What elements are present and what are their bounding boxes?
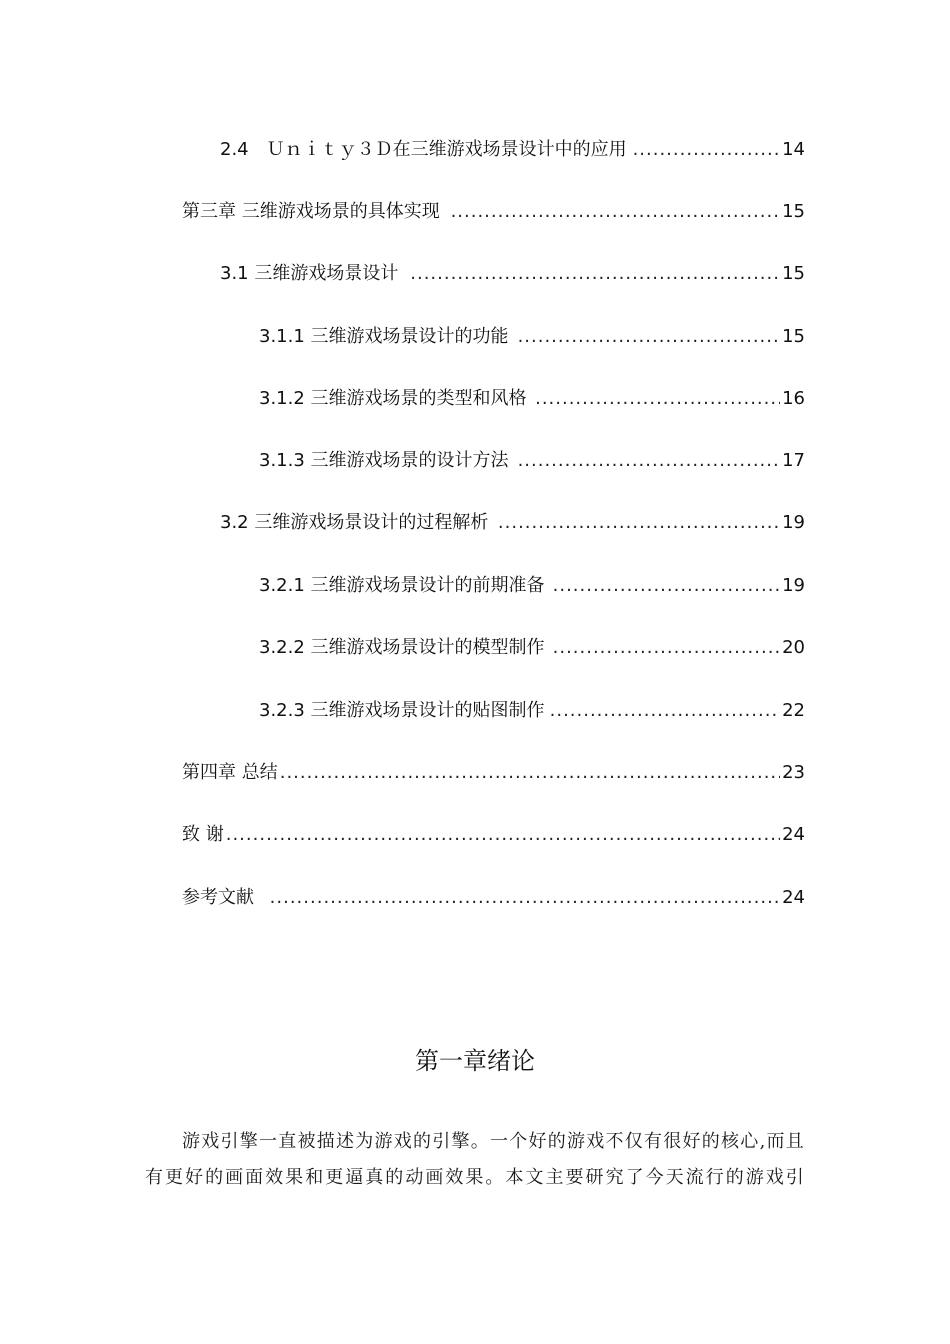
toc-page-number: 19 — [782, 575, 805, 596]
toc-entry-title: 参考文献 — [182, 887, 254, 908]
toc-entry-3-1-3[interactable] — [259, 448, 805, 474]
toc-entry-title: 3.1.3 三维游戏场景的设计方法 — [259, 450, 509, 471]
toc-leader-dots — [553, 573, 780, 599]
toc-entry-title: 3.1 三维游戏场景设计 — [220, 263, 399, 284]
toc-page-number: 24 — [782, 887, 805, 908]
toc-page-number: 24 — [782, 824, 805, 845]
body-paragraph — [145, 1124, 805, 1196]
toc-leader-dots — [451, 199, 781, 225]
toc-entry-title: 3.2.3 三维游戏场景设计的贴图制作 — [259, 700, 545, 721]
toc-page-number: 16 — [782, 388, 805, 409]
toc-leader-dots — [226, 822, 780, 848]
toc-entry-title: 3.2.2 三维游戏场景设计的模型制作 — [259, 637, 545, 658]
toc-page-number: 14 — [782, 139, 805, 160]
toc-leader-dots — [553, 635, 780, 661]
toc-entry-title: 第三章 三维游戏场景的具体实现 — [182, 201, 440, 222]
toc-entry-title: 3.1.1 三维游戏场景设计的功能 — [259, 326, 509, 347]
toc-leader-dots — [498, 510, 780, 536]
paragraph-line: 有更好的画面效果和更逼真的动画效果。本文主要研究了今天流行的游戏引 — [145, 1167, 805, 1188]
toc-entry-title: 3.1.2 三维游戏场景的类型和风格 — [259, 388, 527, 409]
toc-page-number: 23 — [782, 762, 805, 783]
toc-entry-2-4[interactable] — [220, 137, 805, 163]
toc-entry-3-2-1[interactable] — [259, 573, 805, 599]
toc-entry-chapter-4[interactable] — [182, 760, 805, 786]
toc-entry-3-2-3[interactable] — [259, 698, 805, 724]
toc-entry-title: 致 谢 — [182, 824, 224, 845]
toc-page-number: 20 — [782, 637, 805, 658]
toc-leader-dots — [518, 324, 781, 350]
toc-entry-acknowledgements[interactable] — [182, 822, 805, 848]
toc-leader-dots — [518, 448, 781, 474]
toc-leader-dots — [550, 698, 780, 724]
toc-entry-references[interactable] — [182, 885, 805, 911]
toc-entry-title: 3.2 三维游戏场景设计的过程解析 — [220, 512, 489, 533]
toc-leader-dots — [535, 386, 780, 412]
toc-page-number: 15 — [782, 263, 805, 284]
toc-page-number: 19 — [782, 512, 805, 533]
toc-page-number: 15 — [782, 201, 805, 222]
toc-entry-3-2[interactable] — [220, 510, 805, 536]
toc-entry-3-1-1[interactable] — [259, 324, 805, 350]
toc-leader-dots — [410, 261, 780, 287]
toc-entry-3-1[interactable] — [220, 261, 805, 287]
toc-entry-3-1-2[interactable] — [259, 386, 805, 412]
toc-entry-title: 第四章 总结 — [182, 762, 278, 783]
toc-leader-dots — [270, 885, 780, 911]
toc-page-number: 17 — [782, 450, 805, 471]
toc-leader-dots — [633, 137, 781, 163]
paragraph-line: 游戏引擎一直被描述为游戏的引擎。一个好的游戏不仅有很好的核心,而且 — [182, 1131, 805, 1152]
chapter-heading: 第一章绪论 — [415, 1047, 535, 1075]
toc-entry-chapter-3[interactable] — [182, 199, 805, 225]
toc-entry-3-2-2[interactable] — [259, 635, 805, 661]
toc-leader-dots — [280, 760, 780, 786]
toc-entry-title: 3.2.1 三维游戏场景设计的前期准备 — [259, 575, 545, 596]
toc-entry-title: 2.4 Ｕｎｉｔｙ３Ｄ在三维游戏场景设计中的应用 — [220, 139, 627, 160]
toc-page-number: 15 — [782, 326, 805, 347]
toc-page-number: 22 — [782, 700, 805, 721]
